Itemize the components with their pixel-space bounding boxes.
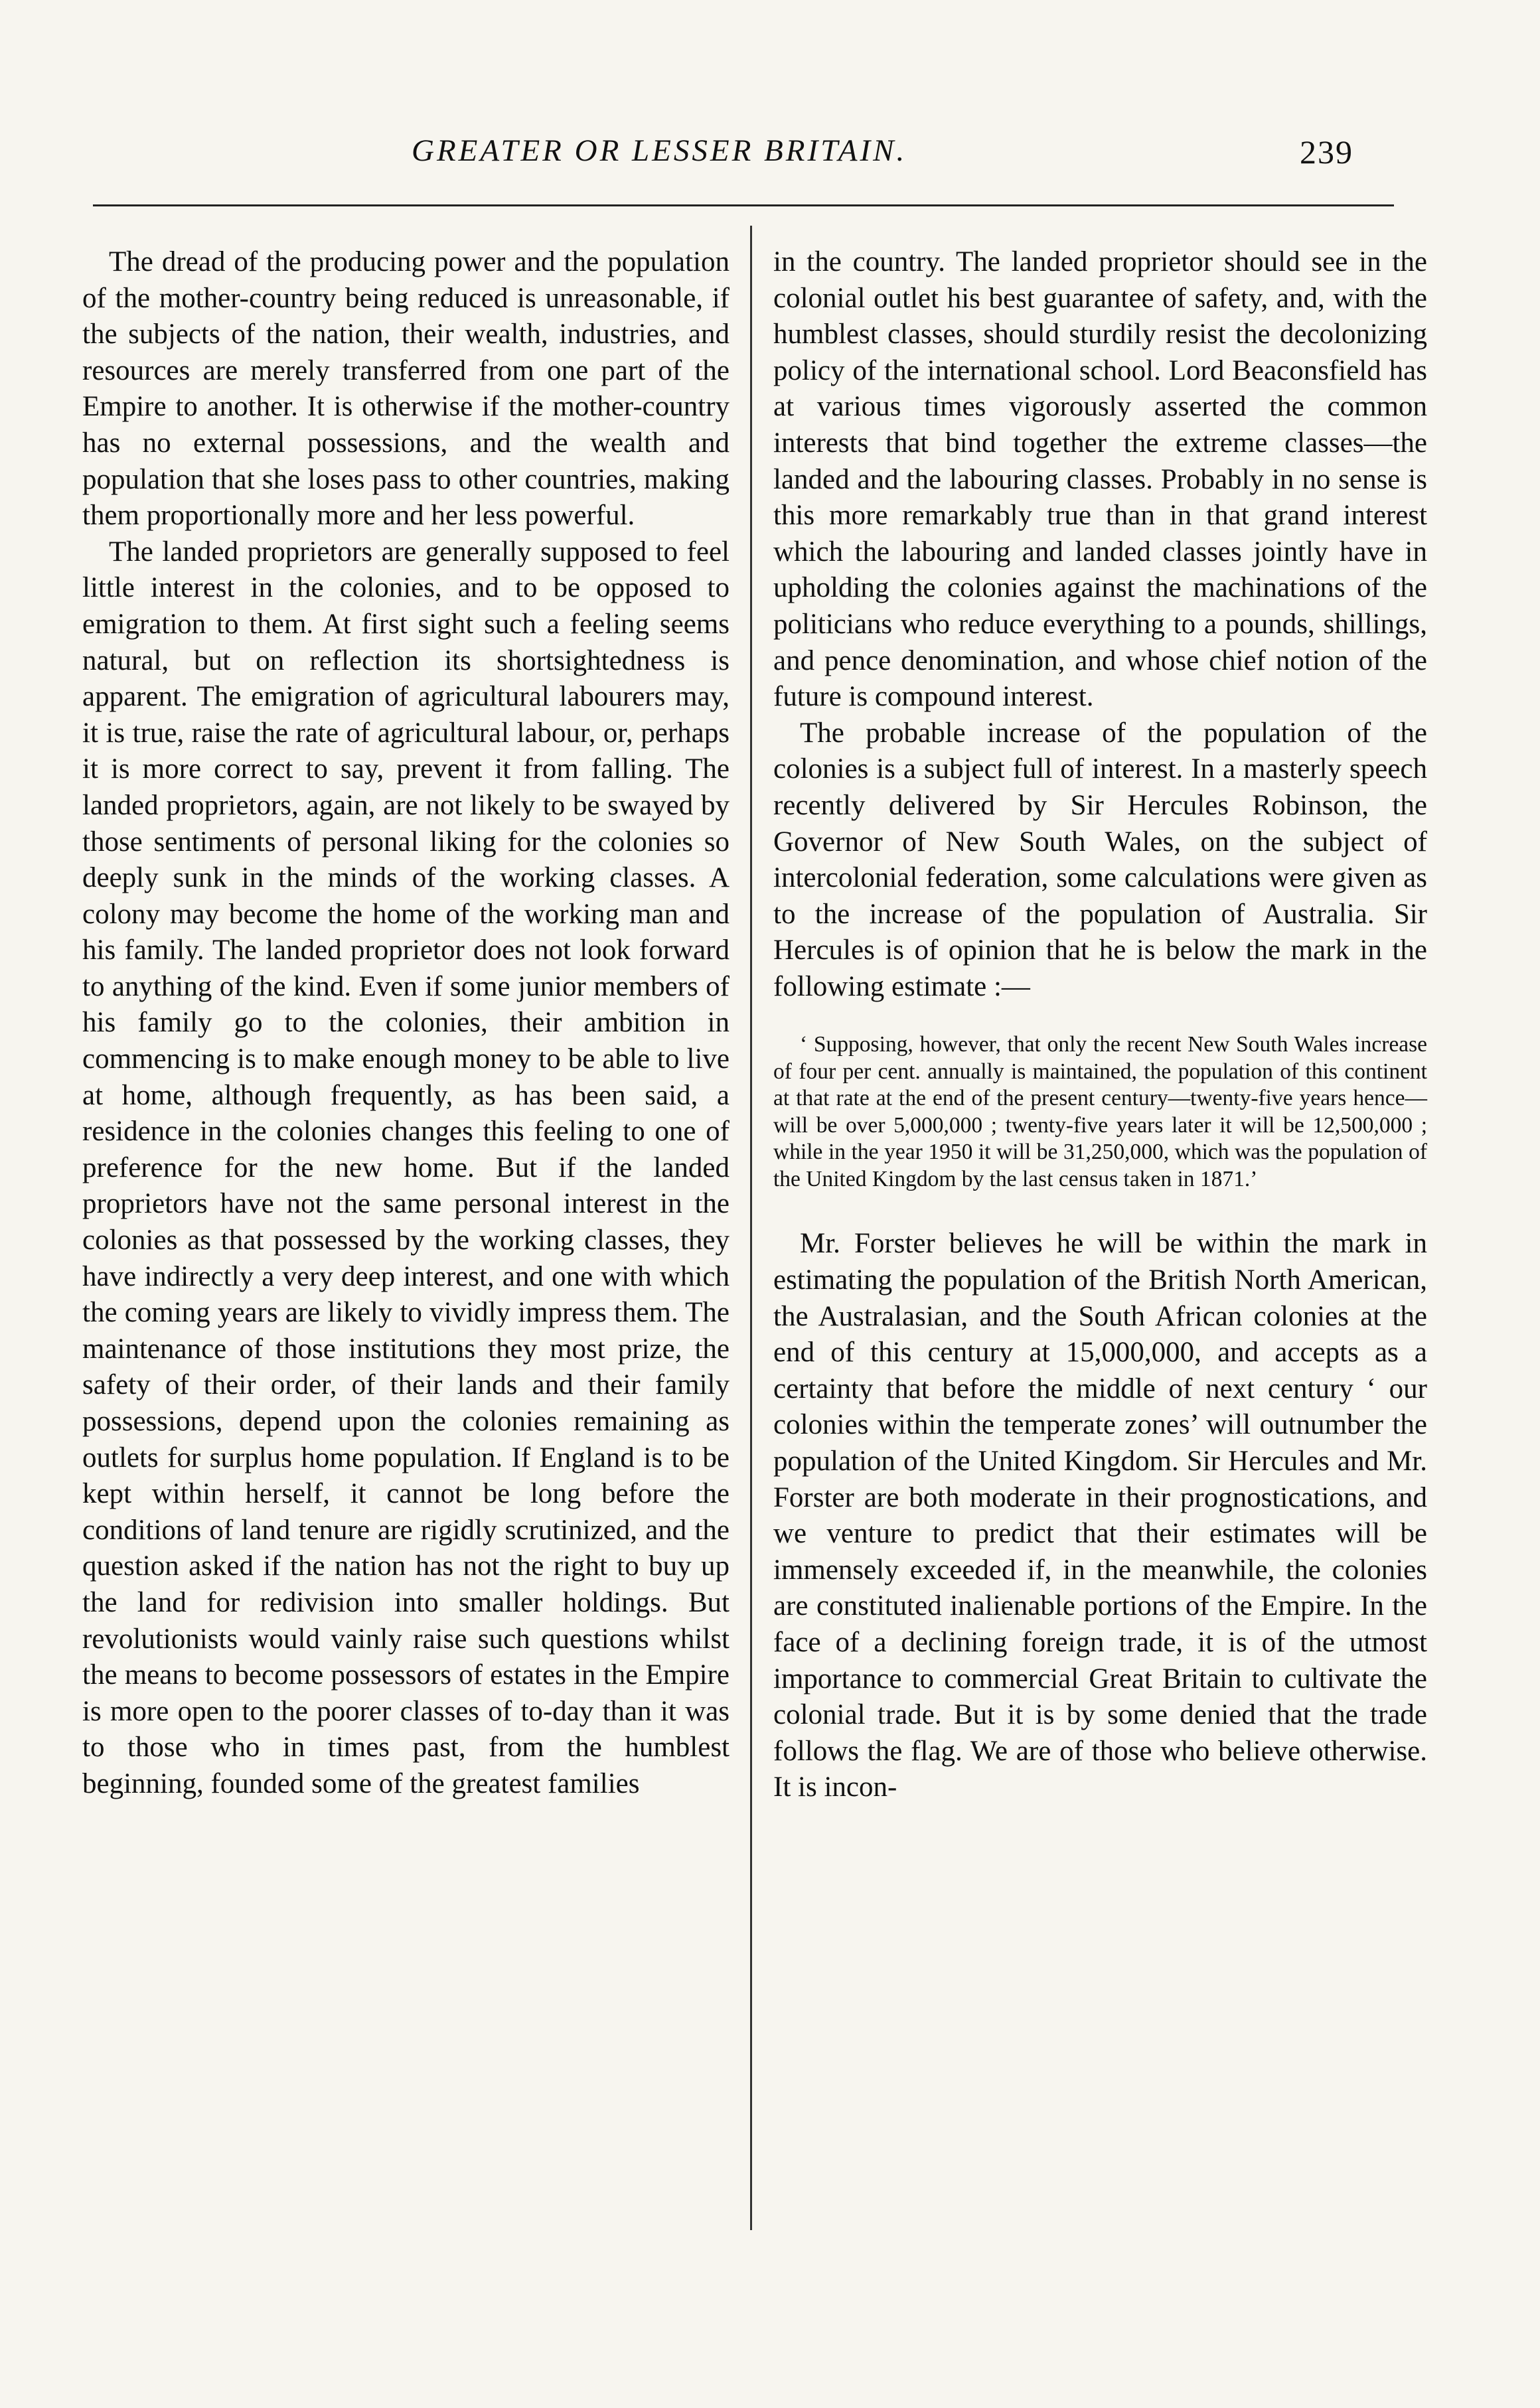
block-quote: ‘ Supposing, however, that only the recent New South Wales increase of four per cent. annually is maintained, the population of this continent at that rate at the end of the present century—twenty-five years hence—will be over 5,000,000 ; twenty-five years later it will be 12,500,000 ; while in the year 1950 it will be 31,250,000, which was the population of the United Kingdom by the last census taken in 1871.’ xyxy=(773,1032,1427,1191)
paragraph: Mr. Forster believes he will be within the mark in estimating the population of the British North American, the Australasian, and the South African colonies at the end of this century at 15,000,000, and accepts as a certainty that before the middle of next century ‘ our colonies within the temperate zones’ will outnumber the population of the United Kingdom. Sir Hercules and Mr. Forster are both moderate in their prognostications, and we venture to predict that their estimates will be immensely exceeded if, in the meanwhile, the colonies are constituted inalienable portions of the Empire. In the face of a declining foreign trade, it is of the utmost importance to commercial Great Britain to cultivate the colonial trade. But it is by some denied that the trade follows the flag. We are of those who believe otherwise. It is incon- xyxy=(773,1228,1427,1803)
running-title: GREATER OR LESSER BRITAIN. xyxy=(412,133,907,168)
left-column xyxy=(82,244,730,1803)
paragraph-continued: in the country. The landed proprietor should see in the colonial outlet his best guarantee of safety, and, with the humblest classes, should sturdily resist the decolonizing policy of the international school. Lord Beaconsfield has at various times vigorously asserted the common interests that bind together the extreme classes—the landed and the labouring classes. Probably in no sense is this more remarkably true than in that grand interest which the labouring and landed classes jointly have in upholding the colonies against the machinations of the politicians who reduce everything to a pounds, shillings, and pence denomination, and whose chief notion of the future is compound interest. xyxy=(773,246,1427,713)
right-column xyxy=(773,244,1427,1806)
column-divider xyxy=(750,226,752,2230)
paragraph: The landed proprietors are generally supposed to feel little interest in the colonies, and to be opposed to emigration to them. At first sight such a feeling seems natural, but on reflection its shortsightedness is apparent. The emigration of agricultural labourers may, it is true, raise the rate of agricultural labour, or, perhaps it is more correct to say, prevent it from falling. The landed proprietors, again, are not likely to be swayed by those sentiments of personal liking for the colonies so deeply sunk in the minds of the working classes. A colony may become the home of the working man and his family. The landed proprietor does not look forward to anything of the kind. Even if some junior members of his family go to the colonies, their ambition in commencing is to make enough money to be able to live at home, although frequently, as has been said, a residence in the colonies changes this feeling to one of preference for the new home. But if the landed proprietors have not the same personal interest in the colonies as that possessed by the working classes, they have indirectly a very deep interest, and one with which the coming years are likely to vividly impress them. The maintenance of those institutions they most prize, the safety of their order, of their lands and their family possessions, depend upon the colonies remaining as outlets for surplus home population. If England is to be kept within herself, it cannot be long before the conditions of land tenure are rigidly scrutinized, and the question asked if the nation has not the right to buy up the land for redivision into smaller holdings. But revolutionists would vainly raise such questions whilst the means to become possessors of estates in the Empire is more open to the poorer classes of to-day than it was to those who in times past, from the humblest beginning, founded some of the greatest families xyxy=(82,536,730,1799)
paragraph: The probable increase of the population of the colonies is a subject full of interest. In a masterly speech recently delivered by Sir Hercules Robinson, the Governor of New South Wales, on the subject of intercolonial federation, some calculations were given as to the increase of the population of Australia. Sir Hercules is of opinion that he is below the mark in the following estimate :— xyxy=(773,717,1427,1002)
paragraph: The dread of the producing power and the population of the mother-country being reduced is unreasonable, if the subjects of the nation, their wealth, industries, and resources are merely transferred from one part of the Empire to another. It is otherwise if the mother-country has no external possessions, and the wealth and population that she loses pass to other countries, making them proportionally more and her less powerful. xyxy=(82,246,730,532)
running-head xyxy=(0,133,1540,186)
header-rule xyxy=(93,204,1394,206)
page-number: 239 xyxy=(1300,133,1353,171)
